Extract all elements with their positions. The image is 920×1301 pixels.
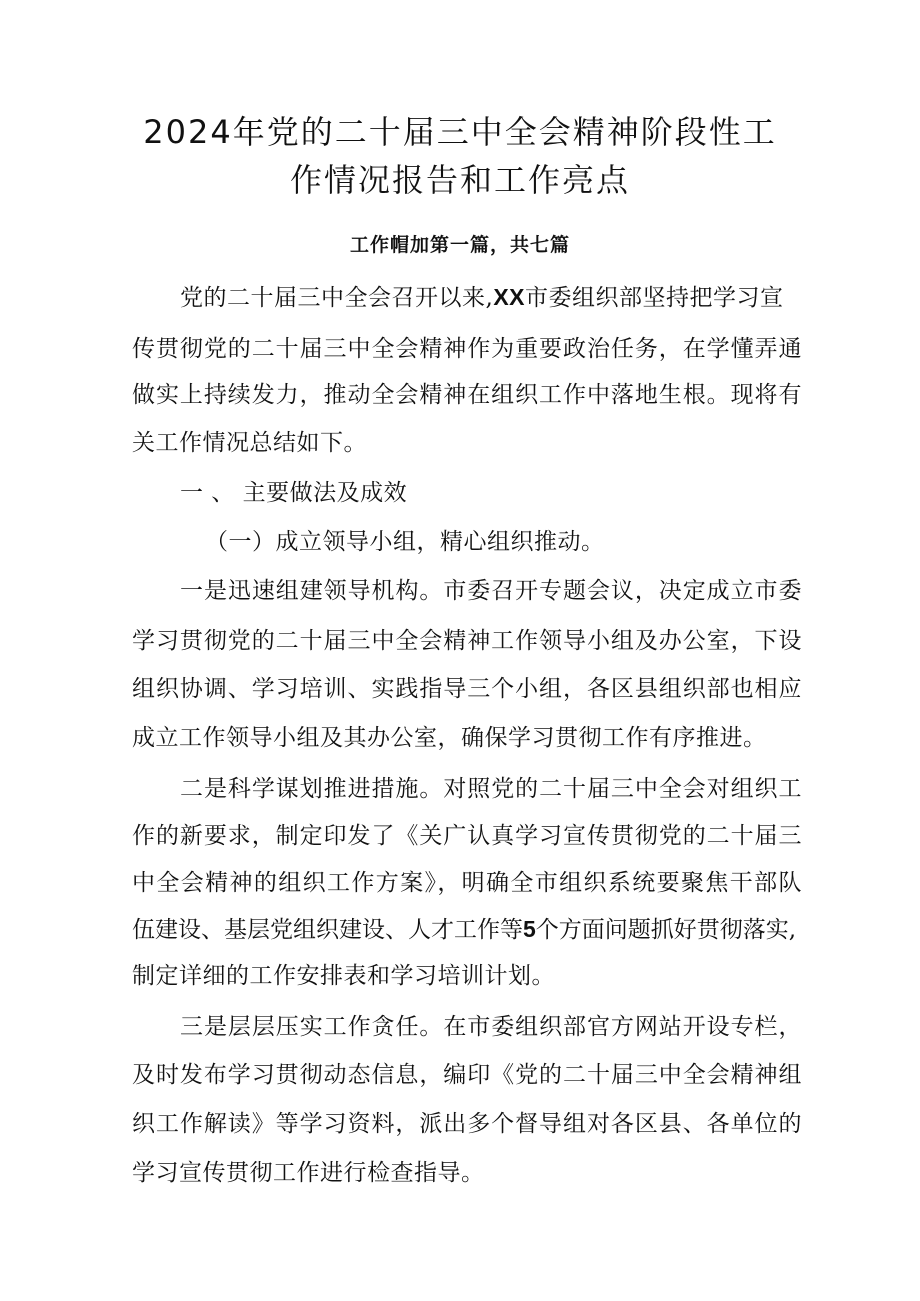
intro-text-a: 党的二十届三中全会召开以来, (180, 285, 494, 311)
intro-line-3: 做实上持续发力，推动全会精神在组织工作中落地生根。现将有 (132, 382, 802, 408)
intro-line-4: 关工作情况总结如下。 (132, 430, 367, 456)
p3-line-3: 织工作解读》等学习资料，派出多个督导组对各区县、各单位的 (132, 1111, 802, 1137)
title-line-1: 2024年党的二十届三中全会精神阶段性工 (143, 113, 777, 151)
p2-line-5: 制定详细的工作安排表和学习培训计划。 (132, 963, 555, 989)
p2-line-3: 中全会精神的组织工作方案》，明确全市组织系统要聚焦干部队 (132, 870, 802, 896)
p3-line-4: 学习宣传贯彻工作进行检查指导。 (132, 1160, 485, 1186)
subtitle: 工作帽加第一篇，共七篇 (349, 234, 570, 256)
section-heading-1: 一 、 主要做法及成效 (180, 480, 408, 506)
subsection-heading-1: （一）成立领导小组，精心组织推动。 (205, 529, 605, 555)
p2-line-4 (132, 914, 802, 945)
p2-line-2: 作的新要求，制定印发了《关广认真学习宣传贯彻党的二十届三 (132, 823, 802, 849)
p2-text-c: 个方面问题抓好贯彻落实, (535, 917, 797, 943)
p1-line-3: 组织协调、学习培训、实践指导三个小组，各区县组织部也相应 (132, 676, 802, 702)
intro-line-1 (180, 282, 802, 313)
p1-line-2: 学习贯彻党的二十届三中全会精神工作领导小组及办公室，下设 (132, 628, 802, 654)
p1-line-4: 成立工作领导小组及其办公室，确保学习贯彻工作有序推进。 (132, 725, 767, 751)
p2-line-1: 二是科学谋划推进措施。对照党的二十届三中全会对组织工 (180, 776, 802, 802)
p3-line-1: 三是层层压实工作贪任。在市委组织部官方网站开设专栏， (180, 1014, 802, 1040)
title-line-2: 作情况报告和工作亮点 (289, 161, 630, 199)
intro-city-code: XX (493, 284, 525, 310)
intro-line-2: 传贯彻党的二十届三中全会精神作为重要政治任务，在学懂弄通 (132, 336, 802, 362)
p2-count: 5 (523, 916, 536, 942)
intro-text-c: 市委组织部坚持把学习宣 (525, 285, 784, 311)
p1-line-1: 一是迅速组建领导机构。市委召开专题会议，决定成立市委 (180, 578, 802, 604)
p2-text-a: 伍建设、基层党组织建设、人才工作等 (132, 917, 523, 943)
p3-line-2: 及时发布学习贯彻动态信息，编印《党的二十届三中全会精神组 (132, 1062, 802, 1088)
